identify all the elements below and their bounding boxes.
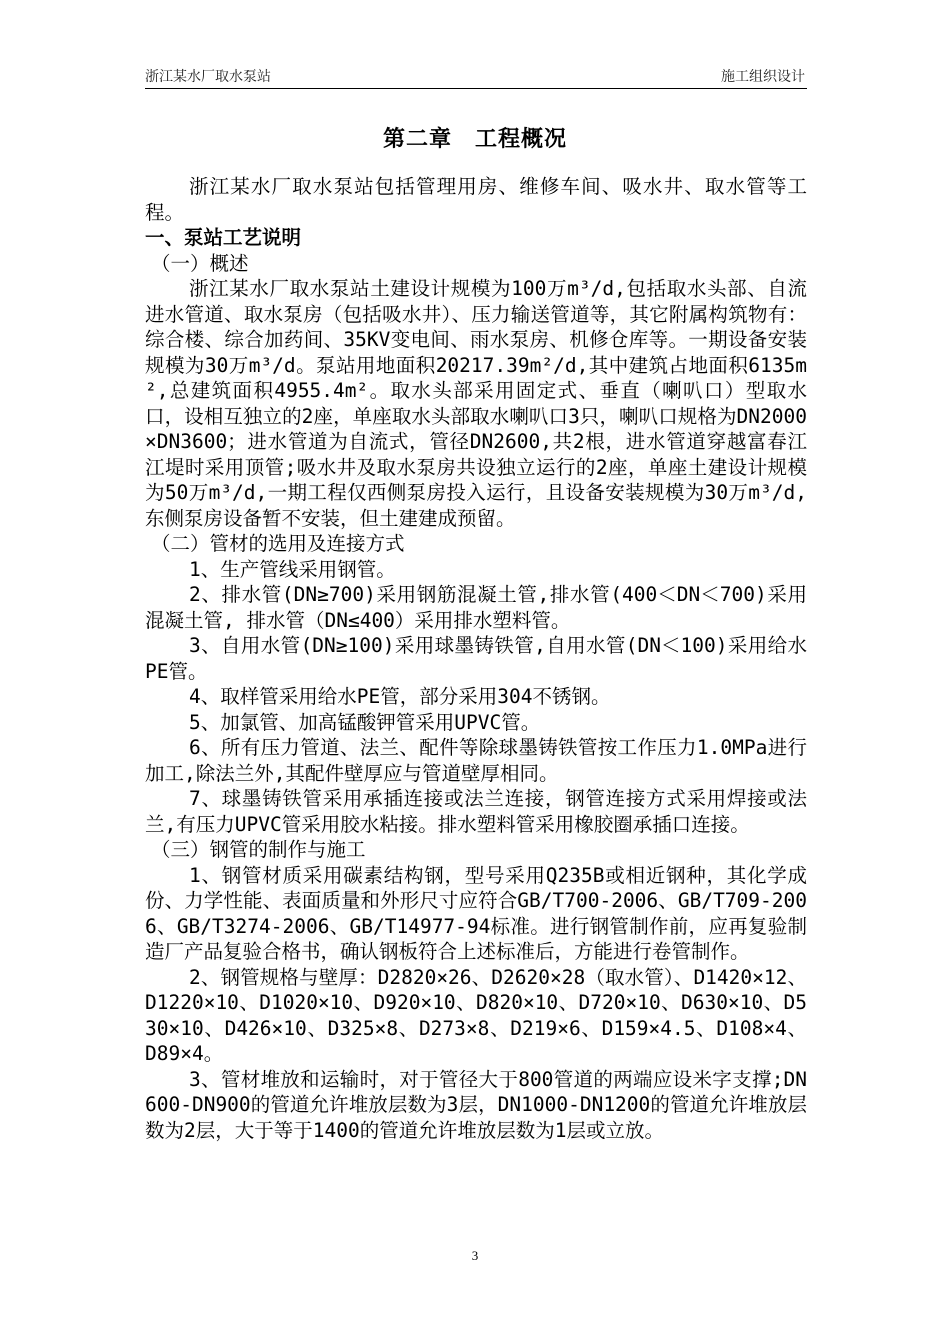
pipe-material-item: 1、生产管线采用钢管。 [189, 557, 396, 581]
header-project-name: 浙江某水厂取水泵站 [145, 69, 271, 85]
overview-paragraph: 浙江某水厂取水泵站土建设计规模为100万m³/d,包括取水头部、自流进水管道、取水泵房（包括吸水井）、压力输送管道等，其它附属构筑物有：综合楼、综合加药间、35KV变电间、雨水泵房、机修仓库等。一期设备安装规模为30万m³/d。泵站用地面积20217.39m²/d,其中建筑占地面积6135m²,总建筑面积4955.4m²。取水头部采用固定式、垂直（喇叭口）型取水口，设相互独立的2座，单座取水头部取水喇叭口3只，喇叭口规格为DN2000×DN3600；进水管道为自流式，管径DN2600,共2根，进水管道穿越富春江江堤时采用顶管;吸水井及取水泵房共设独立运行的2座，单座土建设计规模为50万m³/d,一期工程仅西侧泵房投入运行，且设备安装规模为30万m³/d,东侧泵房设备暂不安装，但土建建成预留。 [145, 277, 807, 530]
pipe-material-item: 4、取样管采用给水PE管，部分采用304不锈钢。 [189, 685, 611, 708]
page-number: 3 [471, 1248, 479, 1263]
running-header [145, 66, 805, 88]
subsection-heading-steel-pipe: （三）钢管的制作与施工 [151, 838, 366, 861]
steel-pipe-item: 1、钢管材质采用碳素结构钢，型号采用Q235B或相近钢种，其化学成份、力学性能、表面质量和外形尺寸应符合GB/T700-2006、GB/T709-2006、GB/T3274-2006、GB/T14977-94标准。进行钢管制作前，应再复验制造厂产品复验合格书，确认钢板符合上述标准后，方能进行卷管制作。 [145, 863, 807, 963]
pipe-material-item: 3、自用水管(DN≥100)采用球墨铸铁管,自用水管(DN＜100)采用给水PE管。 [145, 634, 807, 683]
pipe-material-item: 6、所有压力管道、法兰、配件等除球墨铸铁管按工作压力1.0MPa进行加工,除法兰外,其配件壁厚应与管道壁厚相同。 [145, 736, 807, 785]
pipe-material-item: 7、球墨铸铁管采用承插连接或法兰连接，钢管连接方式采用焊接或法兰,有压力UPVC管采用胶水粘接。排水塑料管采用橡胶圈承插口连接。 [145, 787, 807, 836]
subsection-heading-overview: （一）概述 [151, 251, 249, 275]
subsection-heading-pipe-materials: （二）管材的选用及连接方式 [151, 532, 405, 555]
pipe-material-item: 5、加氯管、加高锰酸钾管采用UPVC管。 [189, 710, 541, 734]
document-body [145, 174, 807, 1143]
header-document-type: 施工组织设计 [721, 69, 805, 85]
steel-pipe-item: 3、管材堆放和运输时，对于管径大于800管道的两端应设米字支撑;DN600-DN900的管道允许堆放层数为3层，DN1000-DN1200的管道允许堆放层数为2层，大于等于1400的管道允许堆放层数为1层或立放。 [145, 1067, 807, 1142]
chapter-title: 第二章 工程概况 [382, 127, 567, 152]
section-heading-process: 一、泵站工艺说明 [145, 226, 302, 249]
intro-paragraph: 浙江某水厂取水泵站包括管理用房、维修车间、吸水井、取水管等工程。 [145, 175, 807, 224]
pipe-material-item: 2、排水管(DN≥700)采用钢筋混凝土管,排水管(400＜DN＜700)采用混凝土管, 排水管（DN≤400）采用排水塑料管。 [145, 583, 807, 632]
header-rule [145, 88, 807, 89]
steel-pipe-item: 2、钢管规格与壁厚：D2820×26、D2620×28（取水管）、D1420×12、D1220×10、D1020×10、D920×10、D820×10、D720×10、D630×10、D530×10、D426×10、D325×8、D273×8、D219×6、D159×4.5、D108×4、D89×4。 [145, 965, 808, 1065]
